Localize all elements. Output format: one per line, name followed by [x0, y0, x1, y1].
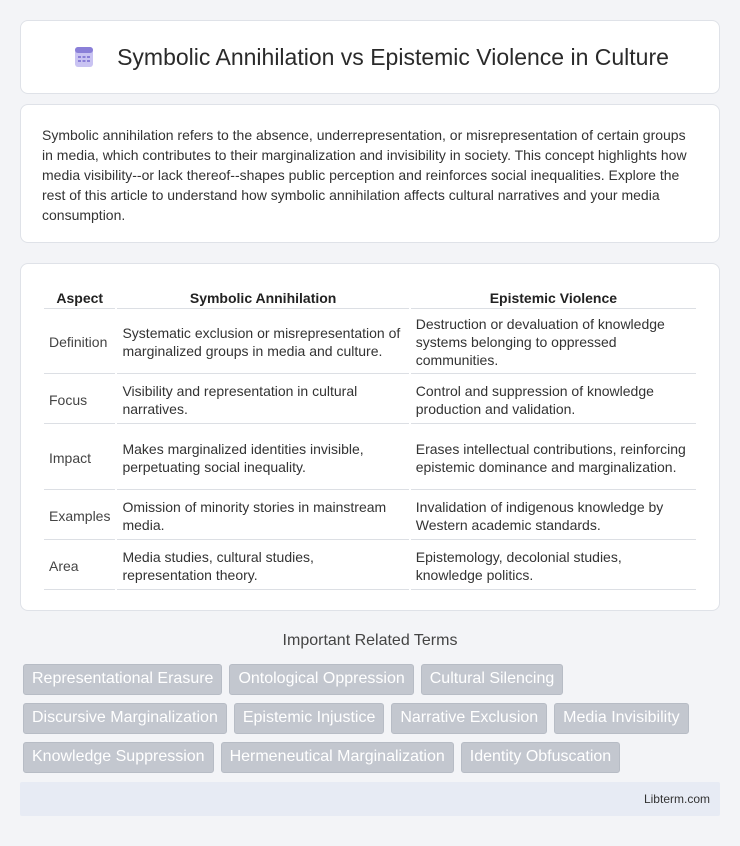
intro-text: Symbolic annihilation refers to the absence, underrepresentation, or misrepresentation of certain groups in media, which contributes to their marginalization and invisibility in society. This concept highlights how media visibility--or lack thereof--shapes public perception and reinforces social inequalities. Explore the rest of this article to understand how symbolic annihilation affects cultural narratives and your media consumption. [42, 127, 687, 223]
related-term-tag[interactable]: Cultural Silencing [421, 664, 564, 695]
related-terms-section [20, 632, 720, 773]
footer-site-link[interactable]: Libterm.com [643, 792, 710, 806]
footer [20, 782, 720, 816]
row-symbolic: Omission of minority stories in mainstream media. [117, 492, 408, 540]
related-term-tag[interactable]: Identity Obfuscation [461, 742, 620, 773]
related-term-tag[interactable]: Knowledge Suppression [23, 742, 214, 773]
page-title: Symbolic Annihilation vs Epistemic Violence in Culture [117, 43, 669, 70]
row-symbolic: Systematic exclusion or misrepresentation of marginalized groups in media and culture. [117, 311, 408, 374]
related-terms-tags [20, 664, 720, 773]
row-epistemic: Control and suppression of knowledge production and validation. [411, 376, 696, 424]
row-symbolic: Media studies, cultural studies, representation theory. [117, 542, 408, 590]
row-symbolic: Visibility and representation in cultural narratives. [117, 376, 408, 424]
table-row [44, 311, 696, 374]
row-epistemic: Invalidation of indigenous knowledge by Western academic standards. [411, 492, 696, 540]
related-term-tag[interactable]: Narrative Exclusion [391, 703, 547, 734]
title-card [20, 20, 720, 94]
row-aspect: Focus [44, 376, 115, 424]
row-aspect: Examples [44, 492, 115, 540]
intro-card [20, 104, 720, 243]
comparison-table [42, 284, 698, 592]
row-aspect: Impact [44, 426, 115, 490]
related-term-tag[interactable]: Ontological Oppression [229, 664, 413, 695]
row-epistemic: Erases intellectual contributions, reinforcing epistemic dominance and marginalization. [411, 426, 696, 490]
related-term-tag[interactable]: Media Invisibility [554, 703, 688, 734]
document-icon [71, 44, 97, 70]
comparison-table-card [20, 263, 720, 611]
table-row [44, 426, 696, 490]
table-header-row [44, 286, 696, 309]
table-row [44, 492, 696, 540]
table-row [44, 542, 696, 590]
row-epistemic: Destruction or devaluation of knowledge systems belonging to oppressed communities. [411, 311, 696, 374]
row-aspect: Area [44, 542, 115, 590]
related-term-tag[interactable]: Representational Erasure [23, 664, 222, 695]
row-epistemic: Epistemology, decolonial studies, knowledge politics. [411, 542, 696, 590]
header-symbolic-annihilation: Symbolic Annihilation [117, 286, 408, 309]
related-term-tag[interactable]: Epistemic Injustice [234, 703, 385, 734]
row-symbolic: Makes marginalized identities invisible, perpetuating social inequality. [117, 426, 408, 490]
related-terms-heading: Important Related Terms [282, 632, 458, 649]
header-epistemic-violence: Epistemic Violence [411, 286, 696, 309]
table-row [44, 376, 696, 424]
row-aspect: Definition [44, 311, 115, 374]
related-term-tag[interactable]: Discursive Marginalization [23, 703, 227, 734]
related-term-tag[interactable]: Hermeneutical Marginalization [221, 742, 454, 773]
header-aspect: Aspect [44, 286, 115, 309]
